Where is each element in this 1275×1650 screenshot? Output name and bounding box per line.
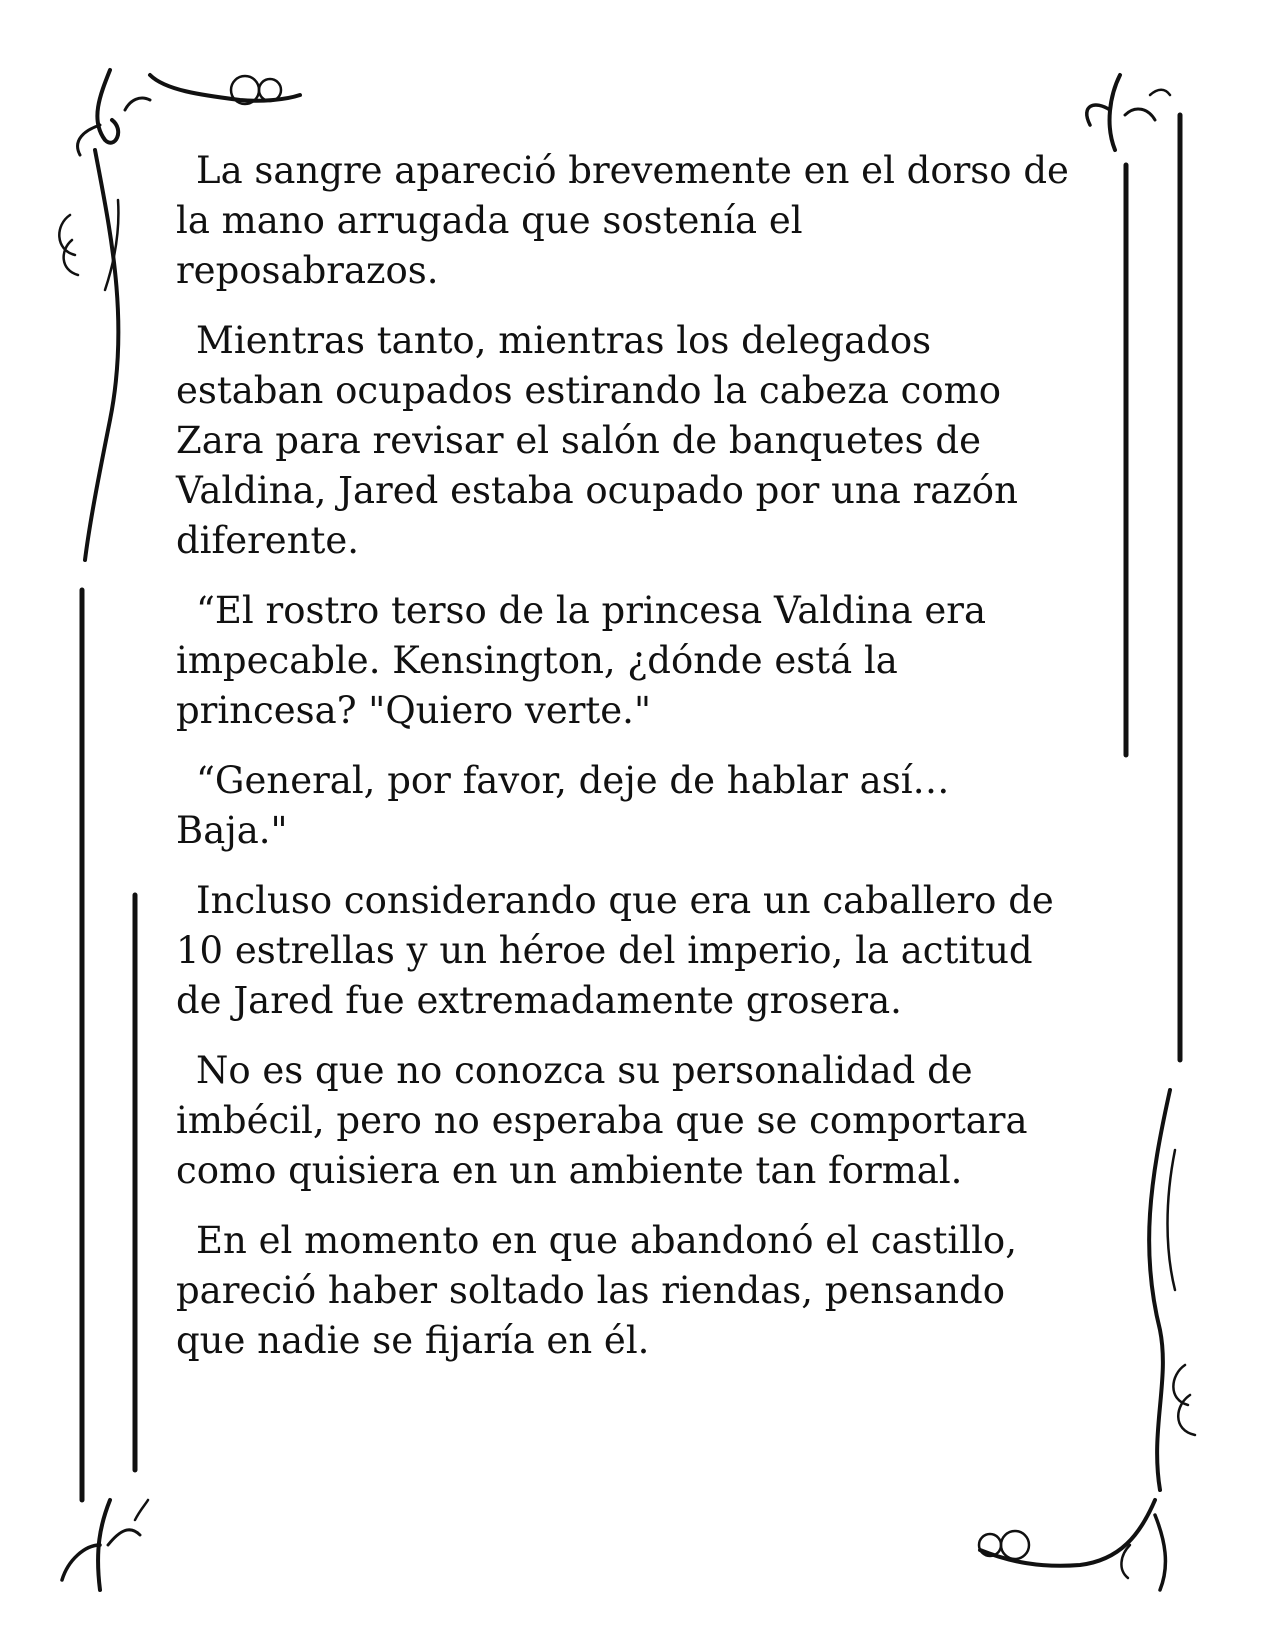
paragraph-4: “General, por favor, deje de hablar así… Baja." — [176, 759, 950, 852]
story-text — [176, 146, 1096, 1386]
paragraph-3: “El rostro terso de la princesa Valdina era impecable. Kensington, ¿dónde está la princesa? "Quiero verte." — [176, 589, 987, 732]
paragraph-2: Mientras tanto, mientras los delegados estaban ocupados estirando la cabeza como Zara para revisar el salón de banquetes de Valdina, Jared estaba ocupado por una razón diferente. — [176, 319, 1018, 562]
top-right-flourish-icon — [1087, 75, 1170, 150]
bottom-left-flourish-icon — [62, 1500, 148, 1590]
paragraph-7: En el momento en que abandonó el castillo, pareció haber soltado las riendas, pensando que nadie se fijaría en él. — [176, 1219, 1017, 1362]
paragraph-6: No es que no conozca su personalidad de imbécil, pero no esperaba que se comportara como quisiera en un ambiente tan formal. — [176, 1049, 1028, 1192]
paragraph-5: Incluso considerando que era un caballero de 10 estrellas y un héroe del imperio, la actitud de Jared fue extremadamente grosera. — [176, 879, 1054, 1022]
paragraph-1: La sangre apareció brevemente en el dorso de la mano arrugada que sostenía el reposabrazos. — [176, 149, 1069, 292]
